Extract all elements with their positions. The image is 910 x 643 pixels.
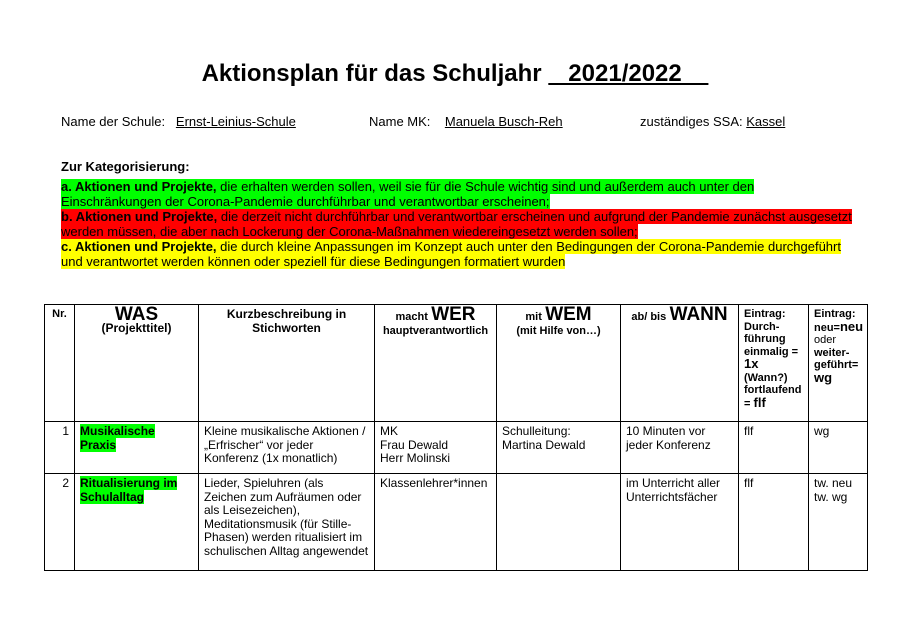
cell-wer: Klassenlehrer*innen (375, 474, 497, 571)
header-eintrag2-c: oder (814, 334, 837, 346)
category-b-bold: b. Aktionen und Projekte, (61, 209, 218, 224)
header-eintrag1-b: 1x (744, 356, 759, 371)
category-a (61, 180, 856, 209)
header-wann-big: WANN (669, 304, 728, 325)
table-row (45, 474, 868, 571)
table-row (45, 422, 868, 474)
ssa-info (640, 114, 785, 129)
header-wer-small: macht (395, 311, 428, 323)
category-c-bold: c. Aktionen und Projekte, (61, 239, 217, 254)
header-eintrag2-a: Eintrag: neu= (814, 308, 856, 334)
page-title (0, 60, 910, 88)
cell-wann: im Unterricht aller Unterrichtsfächer (621, 474, 739, 571)
header-wem-big: WEM (545, 304, 592, 325)
header-wann-small: ab/ bis (631, 311, 667, 323)
cell-wer: MK Frau Dewald Herr Molinski (375, 422, 497, 474)
title-year: 2021/2022 (548, 60, 709, 87)
category-b (61, 210, 856, 239)
header-eintrag-neu (809, 305, 868, 422)
cell-eintrag1: flf (739, 474, 809, 571)
header-wann (621, 305, 739, 422)
header-was-big: WAS (114, 304, 159, 325)
header-was (75, 305, 199, 422)
category-c-text: die durch kleine Anpassungen im Konzept auch unter den Bedingungen der Corona-Pandemie durchgeführt und verantwortet werden können oder speziell für diese Bedingungen formatiert wurden (61, 239, 841, 269)
category-a-bold: a. Aktionen und Projekte, (61, 179, 217, 194)
header-wer-sub: hauptverantwortlich (382, 324, 489, 337)
project-title: Musikalische Praxis (80, 424, 155, 452)
mk-label: Name MK: (369, 114, 431, 129)
action-plan-table (44, 304, 868, 571)
header-wem-small: mit (525, 311, 542, 323)
categorization-heading: Zur Kategorisierung: (61, 159, 190, 174)
ssa-value: Kassel (746, 114, 786, 129)
cell-was (75, 422, 199, 474)
school-value: Ernst-Leinius-Schule (175, 114, 296, 129)
category-b-text: die derzeit nicht durchführbar und verantwortbar erscheinen und aufgrund der Pandemie zunächst ausgesetzt werden müssen, die aber nach Lockerung der Corona-Maßnahmen wiedereingesetzt werden sollen; (61, 209, 852, 239)
header-wem (497, 305, 621, 422)
cell-wem: Schulleitung: Martina Dewald (497, 422, 621, 474)
cell-was (75, 474, 199, 571)
header-eintrag1-d: flf (753, 394, 766, 410)
header-was-sub: (Projekttitel) (101, 320, 172, 335)
mk-value: Manuela Busch-Reh (444, 114, 563, 129)
category-a-text: die erhalten werden sollen, weil sie für die Schule wichtig sind und außerdem auch unter den Einschränkungen der Corona-Pandemie durchführbar und verantwortbar erscheinen; (61, 179, 755, 209)
cell-kurz: Kleine musikalische Aktionen / „Erfrischer“ vor jeder Konferenz (1x monatlich) (199, 422, 375, 474)
header-wer (375, 305, 497, 422)
header-eintrag2-b: neu (839, 318, 864, 334)
cell-kurz: Lieder, Spieluhren (als Zeichen zum Aufräumen oder als Leisezeichen), Meditationsmusik (für Stille-Phasen) werden ritualisiert im schulischen Alltag angewendet (199, 474, 375, 571)
school-info (61, 114, 296, 129)
cell-nr: 2 (45, 474, 75, 571)
header-wer-big: WER (431, 304, 476, 325)
header-wem-sub: (mit Hilfe von…) (516, 324, 601, 337)
header-nr: Nr. (45, 305, 75, 422)
cell-eintrag2: tw. neu tw. wg (809, 474, 868, 571)
cell-wem (497, 474, 621, 571)
header-eintrag1-c: (Wann?) fortlaufend = (744, 371, 802, 410)
category-c (61, 240, 856, 269)
title-prefix: Aktionsplan für das Schuljahr (201, 60, 542, 87)
header-eintrag2-d: weiter-geführt= (814, 346, 859, 371)
cell-nr: 1 (45, 422, 75, 474)
header-eintrag-durchfuehrung (739, 305, 809, 422)
header-kurz: Kurzbeschreibung in Stichworten (199, 305, 375, 422)
project-title: Ritualisierung im Schulalltag (80, 476, 178, 504)
ssa-label: zuständiges SSA: (640, 114, 743, 129)
mk-info (369, 114, 563, 129)
cell-eintrag1: flf (739, 422, 809, 474)
header-eintrag1-a: Eintrag: Durch-führung einmalig = (744, 308, 799, 358)
cell-wann: 10 Minuten vor jeder Konferenz (621, 422, 739, 474)
school-label: Name der Schule: (61, 114, 166, 129)
header-eintrag2-e: wg (814, 369, 833, 385)
cell-eintrag2: wg (809, 422, 868, 474)
table-header-row (45, 305, 868, 422)
